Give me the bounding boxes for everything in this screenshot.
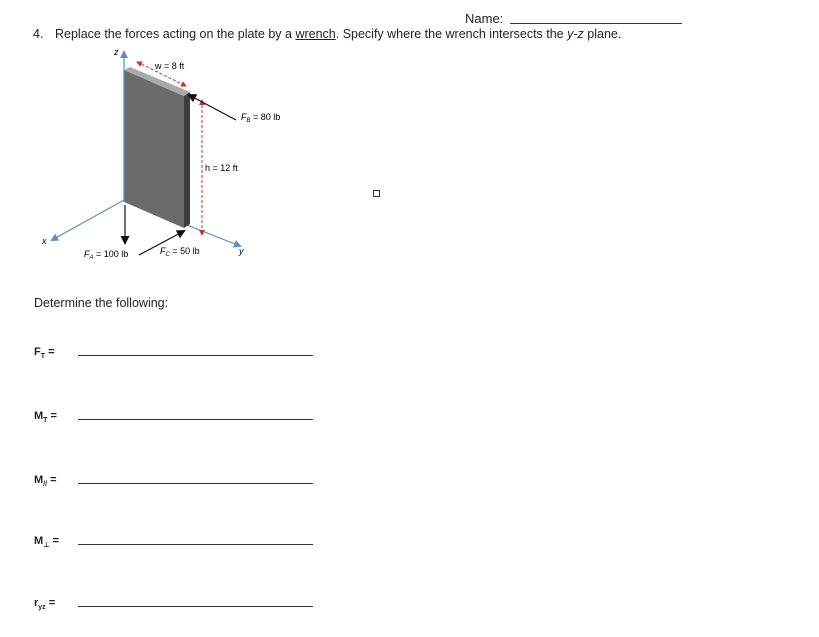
force-b-label: $F_B = 80$ lb xyxy=(241,112,281,124)
force-b-arrow xyxy=(189,95,236,120)
force-a-label: $F_A = 100$ lb xyxy=(84,249,129,261)
prompt-heading: Determine the following: xyxy=(34,296,169,310)
width-label: w = 8 ft xyxy=(155,61,185,71)
x-axis-label: x xyxy=(42,236,47,246)
answer-label-moment-parallel: $M_{//}$ = xyxy=(34,474,57,489)
height-label: h = 12 ft xyxy=(205,163,238,173)
answer-line-force[interactable] xyxy=(78,355,313,356)
question-text-part-1: Replace the forces acting on the plate by a xyxy=(55,27,292,41)
plate-side-edge xyxy=(184,92,190,228)
name-label: Name: xyxy=(465,11,504,26)
question-number: 4. xyxy=(33,27,44,41)
y-axis-label: y xyxy=(239,246,244,256)
answer-label-force: $F_T$ = xyxy=(34,346,55,361)
force-c-label: $F_C = 50$ lb xyxy=(160,246,200,258)
answer-label-moment-perpendicular: $M_\perp$ = xyxy=(34,535,60,550)
answer-line-moment-perpendicular[interactable] xyxy=(78,544,313,545)
x-axis xyxy=(52,200,124,240)
checkbox[interactable] xyxy=(373,190,380,197)
plate-face xyxy=(124,70,184,228)
wrench-term: wrench xyxy=(295,27,336,41)
question-text-part-2: . Specify where the wrench intersects the xyxy=(335,27,564,41)
answer-line-moment[interactable] xyxy=(78,419,313,420)
answer-line-position[interactable] xyxy=(78,606,313,607)
answer-label-position: $r_{yz}$ = xyxy=(34,597,56,612)
question-text-part-3: plane. xyxy=(587,27,622,41)
yz-plane-term: y-z xyxy=(567,27,584,41)
answer-line-moment-parallel[interactable] xyxy=(78,483,313,484)
z-axis-label: z xyxy=(114,47,119,57)
answer-label-moment: $M_T$ = xyxy=(34,410,57,425)
